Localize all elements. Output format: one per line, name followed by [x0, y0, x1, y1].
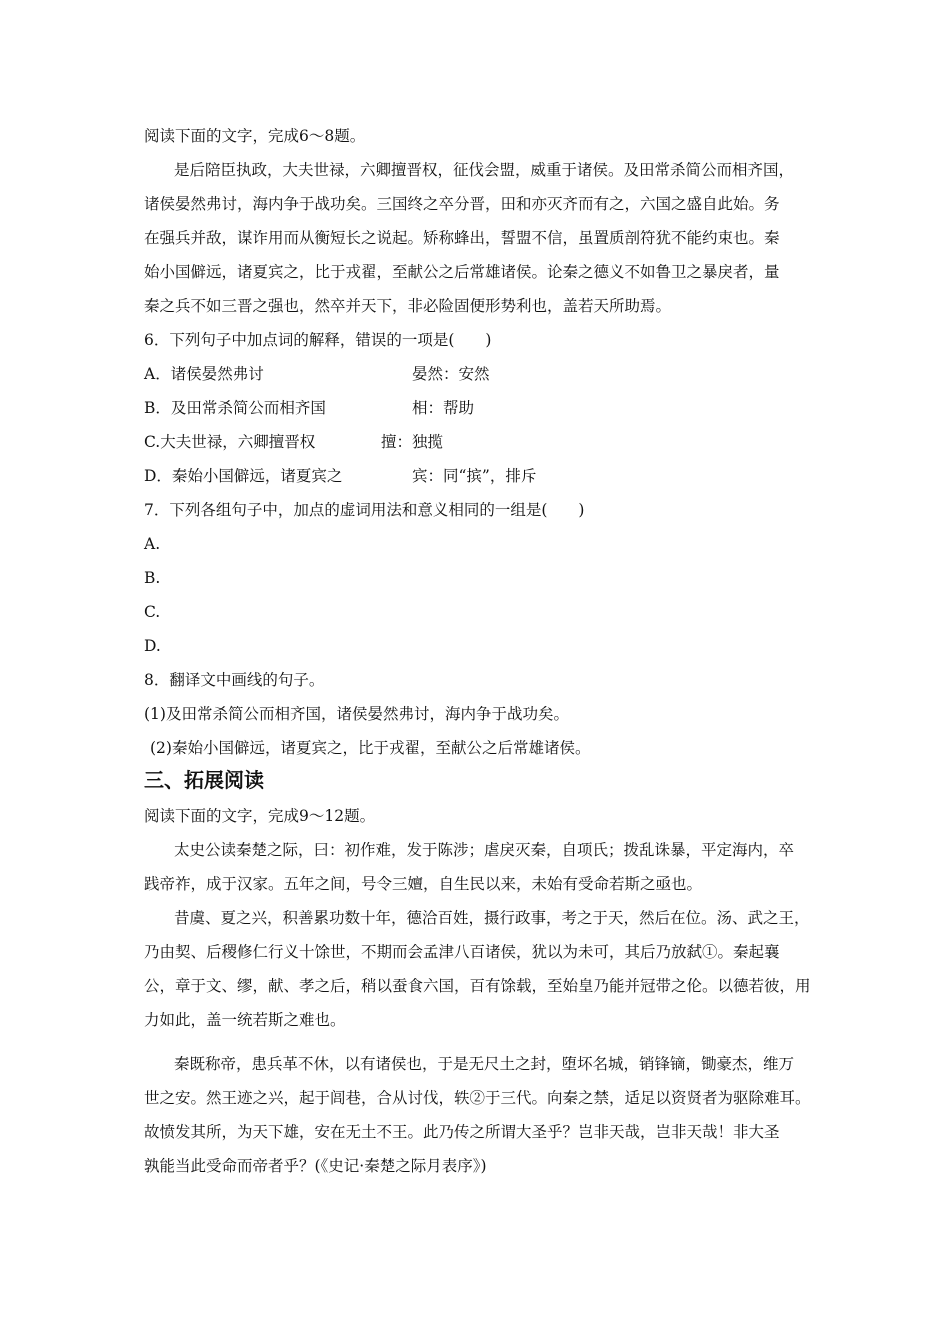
question-7-stem: 7．下列各组句子中，加点的虚词用法和意义相同的一组是( ): [144, 501, 585, 519]
option-a: A.: [144, 535, 161, 553]
passage-1-line: 秦之兵不如三晋之强也，然卒并天下，非必险固便形势利也，盖若天所助焉。: [144, 297, 672, 315]
passage-2-line: 世之安。然王迹之兴，起于闾巷，合从讨伐，轶②于三代。向秦之禁，适足以资贤者为驱除难耳。: [144, 1089, 811, 1107]
option-d-sentence: D．秦始小国僻远，诸夏宾之: [144, 467, 343, 485]
passage-2-line: 公，章于文、缪，献、孝之后，稍以蚕食六国，百有馀载，至始皇乃能并冠带之伦。以德若彼，用: [144, 977, 811, 995]
passage-2-line: 太史公读秦楚之际，曰：初作难，发于陈涉；虐戾灭秦，自项氏；拨乱诛暴，平定海内，卒: [174, 841, 795, 859]
option-b: B.: [144, 569, 161, 587]
passage-1-line: 诸侯晏然弗讨，海内争于战功矣。三国终之卒分晋，田和亦灭齐而有之，六国之盛自此始。务: [144, 195, 780, 213]
passage-2-line: 昔虞、夏之兴，积善累功数十年，德洽百姓，摄行政事，考之于天，然后在位。汤、武之王，: [174, 909, 810, 927]
option-c-explanation: 擅：独揽: [381, 433, 444, 451]
passage-2-line: 乃由契、后稷修仁行义十馀世，不期而会孟津八百诸侯，犹以为未可，其后乃放弑①。秦起襄: [144, 943, 780, 961]
section-heading: 三、拓展阅读: [144, 768, 264, 792]
option-b-sentence: B．及田常杀简公而相齐国: [144, 399, 326, 417]
passage-1-line: 是后陪臣执政，大夫世禄，六卿擅晋权，征伐会盟，威重于诸侯。及田常杀简公而相齐国，: [174, 161, 795, 179]
option-a-explanation: 晏然：安然: [412, 365, 490, 383]
translation-item-2: (2)秦始小国僻远，诸夏宾之，比于戎翟，至献公之后常雄诸侯。: [150, 739, 591, 757]
translation-item-1: (1)及田常杀简公而相齐国，诸侯晏然弗讨，海内争于战功矣。: [144, 705, 569, 723]
question-6-stem: 6．下列句子中加点词的解释，错误的一项是( ): [144, 331, 492, 349]
passage-2-line: 秦既称帝，患兵革不休，以有诸侯也，于是无尺土之封，堕坏名城，销锋镝，锄豪杰，维万: [174, 1055, 795, 1073]
passage-1-line: 始小国僻远，诸夏宾之，比于戎翟，至献公之后常雄诸侯。论秦之德义不如鲁卫之暴戾者，量: [144, 263, 780, 281]
reading-instruction-1: 阅读下面的文字，完成6～8题。: [144, 127, 366, 145]
passage-2-line: 故愤发其所，为天下雄，安在无土不王。此乃传之所谓大圣乎？岂非天哉，岂非天哉！非大圣: [144, 1123, 780, 1141]
question-8-stem: 8．翻译文中画线的句子。: [144, 671, 325, 689]
option-d-explanation: 宾：同“摈”，排斥: [412, 467, 537, 485]
option-c-sentence: C.大夫世禄，六卿擅晋权: [144, 433, 316, 451]
passage-2-line: 孰能当此受命而帝者乎？(《史记·秦楚之际月表序》): [144, 1157, 487, 1175]
passage-2-line: 践帝祚，成于汉家。五年之间，号令三嬗，自生民以来，未始有受命若斯之亟也。: [144, 875, 703, 893]
option-a-sentence: A．诸侯晏然弗讨: [144, 365, 264, 383]
option-c: C.: [144, 603, 161, 621]
option-d: D.: [144, 637, 161, 655]
option-b-explanation: 相：帮助: [412, 399, 475, 417]
passage-2-line: 力如此，盖一统若斯之难也。: [144, 1011, 346, 1029]
reading-instruction-2: 阅读下面的文字，完成9～12题。: [144, 807, 376, 825]
passage-1-line: 在强兵并敌，谋诈用而从衡短长之说起。矫称蜂出，誓盟不信，虽置质剖符犹不能约束也。秦: [144, 229, 780, 247]
